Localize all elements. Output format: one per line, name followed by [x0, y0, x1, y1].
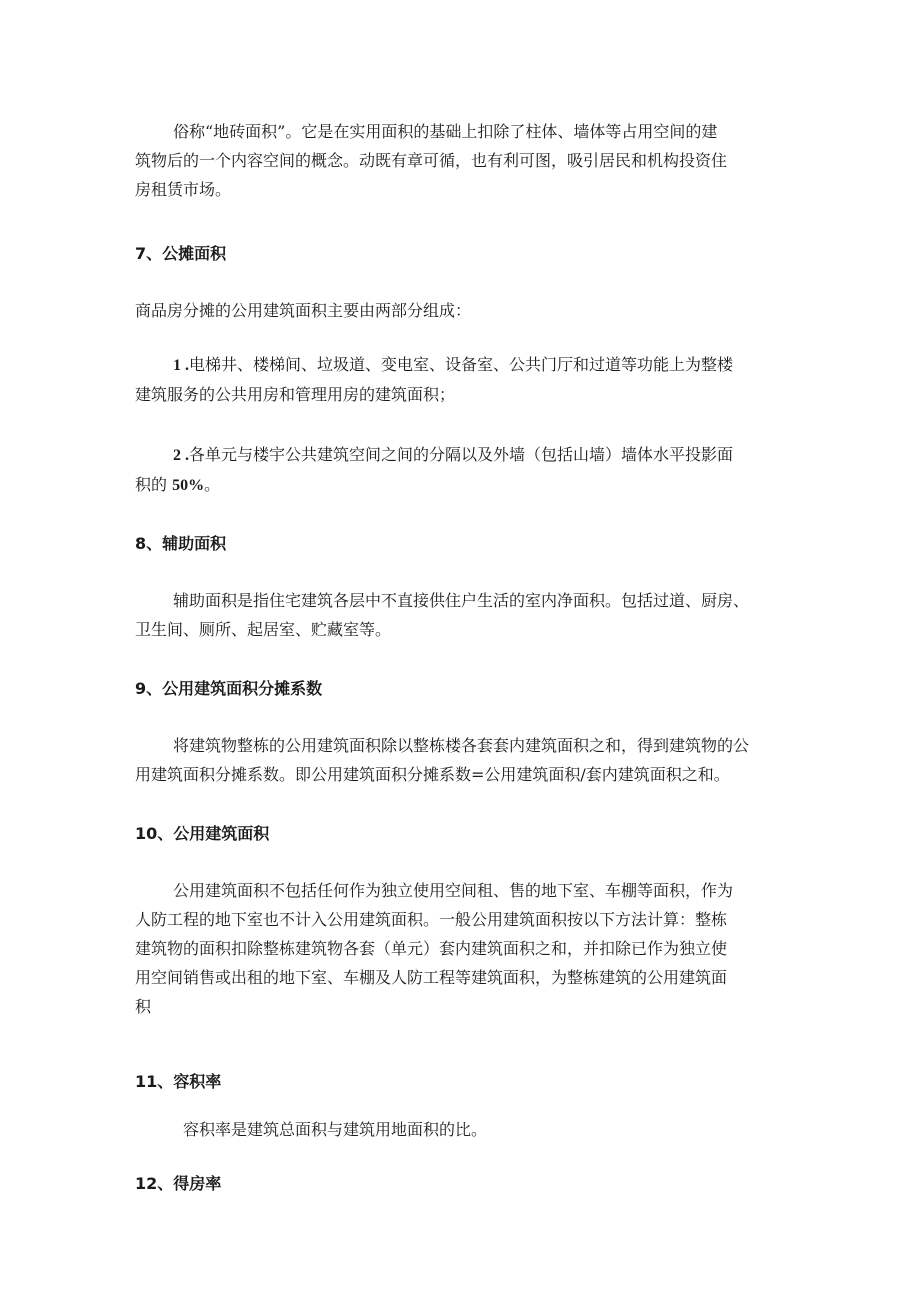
paragraph-line: 建筑物的面积扣除整栋建筑物各套（单元）套内建筑面积之和，并扣除已作为独立使 — [135, 939, 728, 958]
paragraph-line: 将建筑物整栋的公用建筑面积除以整栋楼各套套内建筑面积之和，得到建筑物的公 — [173, 736, 750, 755]
heading-12: 12、得房率 — [135, 1174, 222, 1193]
paragraph-auxiliary-area — [135, 586, 795, 644]
list-item-text: 电梯井、楼梯间、垃圾道、变电室、设备室、公共门厅和过道等功能上为整楼 — [189, 355, 734, 374]
list-item-2 — [135, 440, 795, 500]
heading-8: 8、辅助面积 — [135, 534, 227, 553]
paragraph-line: 公用建筑面积不包括任何作为独立使用空间租、售的地下室、车棚等面积，作为 — [173, 881, 734, 900]
list-item-1 — [135, 350, 795, 409]
paragraph-line: 筑物后的一个内容空间的概念。动既有章可循，也有利可图，吸引居民和机构投资住 — [135, 151, 728, 170]
list-separator: . — [181, 357, 189, 374]
list-item-text: 各单元与楼宇公共建筑空间之间的分隔以及外墙（包括山墙）墙体水平投影面 — [189, 445, 734, 464]
heading-9: 9、公用建筑面积分摊系数 — [135, 679, 323, 698]
paragraph-line: 俗称“地砖面积”。它是在实用面积的基础上扣除了柱体、墙体等占用空间的建 — [173, 122, 718, 141]
list-separator: . — [181, 447, 189, 464]
heading-10: 10、公用建筑面积 — [135, 824, 270, 843]
percentage-value: 50% — [172, 477, 205, 494]
paragraph-line: 积 — [135, 997, 152, 1016]
list-number: 2 — [173, 447, 181, 464]
heading-7: 7、公摊面积 — [135, 244, 227, 263]
list-item-text: 积的 — [135, 475, 173, 494]
paragraph-floor-area — [135, 117, 795, 204]
list-item-text: 。 — [204, 475, 221, 494]
paragraph-line: 卫生间、厕所、起居室、贮藏室等。 — [135, 620, 392, 639]
heading-11: 11、容积率 — [135, 1072, 222, 1091]
paragraph-line: 辅助面积是指住宅建筑各层中不直接供住户生活的室内净面积。包括过道、厨房、 — [173, 591, 750, 610]
list-number: 1 — [173, 357, 181, 374]
paragraph-plot-ratio — [135, 1115, 795, 1144]
paragraph-allocation-coefficient — [135, 731, 795, 789]
paragraph-line: 商品房分摊的公用建筑面积主要由两部分组成： — [135, 301, 472, 320]
paragraph-shared-area-intro — [135, 296, 795, 325]
paragraph-line: 用建筑面积分摊系数。即公用建筑面积分摊系数=公用建筑面积/套内建筑面积之和。 — [135, 765, 730, 784]
paragraph-line: 容积率是建筑总面积与建筑用地面积的比。 — [183, 1120, 488, 1139]
paragraph-line: 房租赁市场。 — [135, 180, 232, 199]
paragraph-line: 人防工程的地下室也不计入公用建筑面积。一般公用建筑面积按以下方法计算：整栋 — [135, 910, 728, 929]
paragraph-public-area — [135, 876, 795, 1021]
list-item-text: 建筑服务的公共用房和管理用房的建筑面积； — [135, 385, 456, 404]
paragraph-line: 用空间销售或出租的地下室、车棚及人防工程等建筑面积，为整栋建筑的公用建筑面 — [135, 968, 728, 987]
